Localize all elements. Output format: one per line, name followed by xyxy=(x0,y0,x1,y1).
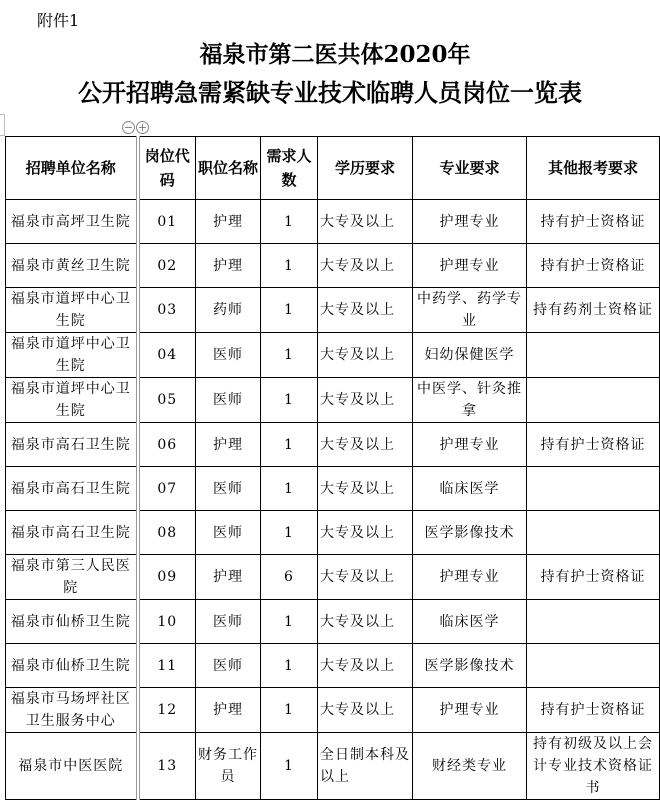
cell-other xyxy=(527,378,660,423)
cell-education: 大专及以上 xyxy=(318,378,413,423)
cell-count: 1 xyxy=(261,733,318,800)
cell-major: 护理专业 xyxy=(413,555,527,600)
cell-education: 大专及以上 xyxy=(318,600,413,644)
table-row xyxy=(6,200,660,244)
cell-education: 大专及以上 xyxy=(318,688,413,733)
cell-position: 医师 xyxy=(196,644,261,688)
cell-unit: 福泉市马场坪社区卫生服务中心 xyxy=(6,688,138,733)
cell-major: 妇幼保健医学 xyxy=(413,333,527,378)
table-move-handle[interactable] xyxy=(0,114,5,136)
cell-education: 大专及以上 xyxy=(318,555,413,600)
cell-code: 01 xyxy=(138,200,196,244)
table-row xyxy=(6,378,660,423)
cell-major: 临床医学 xyxy=(413,467,527,511)
cell-other: 持有药剂士资格证 xyxy=(527,288,660,333)
cell-education: 大专及以上 xyxy=(318,288,413,333)
cell-count: 1 xyxy=(261,467,318,511)
cell-unit: 福泉市第三人民医院 xyxy=(6,555,138,600)
cell-education: 大专及以上 xyxy=(318,467,413,511)
table-row xyxy=(6,555,660,600)
column-resize-controls xyxy=(122,121,150,134)
cell-unit: 福泉市道坪中心卫生院 xyxy=(6,378,138,423)
header-code: 岗位代码 xyxy=(138,137,196,200)
table-row xyxy=(6,733,660,800)
cell-unit: 福泉市高石卫生院 xyxy=(6,511,138,555)
cell-count: 1 xyxy=(261,600,318,644)
header-other: 其他报考要求 xyxy=(527,137,660,200)
table-row xyxy=(6,467,660,511)
cell-major: 财经类专业 xyxy=(413,733,527,800)
cell-unit: 福泉市高石卫生院 xyxy=(6,467,138,511)
cell-major: 中药学、药学专业 xyxy=(413,288,527,333)
cell-position: 护理 xyxy=(196,555,261,600)
document-title-line1: 福泉市第二医共体2020年 xyxy=(199,41,471,68)
cell-other xyxy=(527,333,660,378)
table-row xyxy=(6,288,660,333)
cell-unit: 福泉市中医医院 xyxy=(6,733,138,800)
positions-table xyxy=(5,136,660,800)
cell-major: 护理专业 xyxy=(413,200,527,244)
cell-other: 持有护士资格证 xyxy=(527,555,660,600)
table-row xyxy=(6,688,660,733)
cell-position: 护理 xyxy=(196,688,261,733)
cell-education: 大专及以上 xyxy=(318,333,413,378)
cell-count: 1 xyxy=(261,378,318,423)
table-row xyxy=(6,600,660,644)
cell-unit: 福泉市道坪中心卫生院 xyxy=(6,288,138,333)
cell-major: 中医学、针灸推拿 xyxy=(413,378,527,423)
cell-code: 02 xyxy=(138,244,196,288)
cell-position: 医师 xyxy=(196,378,261,423)
cell-code: 04 xyxy=(138,333,196,378)
cell-other xyxy=(527,644,660,688)
cell-other: 持有护士资格证 xyxy=(527,200,660,244)
header-position: 职位名称 xyxy=(196,137,261,200)
cell-code: 06 xyxy=(138,423,196,467)
table-header-row xyxy=(6,137,660,200)
cell-other xyxy=(527,600,660,644)
cell-unit: 福泉市黄丝卫生院 xyxy=(6,244,138,288)
cell-other: 持有护士资格证 xyxy=(527,688,660,733)
cell-major: 护理专业 xyxy=(413,244,527,288)
cell-other: 持有初级及以上会计专业技术资格证书 xyxy=(527,733,660,800)
cell-unit: 福泉市仙桥卫生院 xyxy=(6,600,138,644)
add-column-button[interactable]: + xyxy=(137,121,148,134)
cell-position: 医师 xyxy=(196,600,261,644)
cell-position: 护理 xyxy=(196,423,261,467)
cell-count: 1 xyxy=(261,333,318,378)
cell-code: 11 xyxy=(138,644,196,688)
cell-code: 13 xyxy=(138,733,196,800)
cell-code: 09 xyxy=(138,555,196,600)
table-row xyxy=(6,644,660,688)
cell-position: 财务工作员 xyxy=(196,733,261,800)
cell-count: 1 xyxy=(261,244,318,288)
cell-education: 全日制本科及以上 xyxy=(318,733,413,800)
cell-code: 03 xyxy=(138,288,196,333)
cell-education: 大专及以上 xyxy=(318,244,413,288)
cell-other xyxy=(527,511,660,555)
cell-position: 医师 xyxy=(196,333,261,378)
cell-code: 10 xyxy=(138,600,196,644)
cell-major: 护理专业 xyxy=(413,688,527,733)
header-count: 需求人数 xyxy=(261,137,318,200)
table-row xyxy=(6,511,660,555)
cell-position: 医师 xyxy=(196,511,261,555)
document-title-line2: 公开招聘急需紧缺专业技术临聘人员岗位一览表 xyxy=(78,78,582,107)
cell-position: 护理 xyxy=(196,244,261,288)
cell-unit: 福泉市高坪卫生院 xyxy=(6,200,138,244)
cell-major: 临床医学 xyxy=(413,600,527,644)
cell-unit: 福泉市道坪中心卫生院 xyxy=(6,333,138,378)
cell-major: 医学影像技术 xyxy=(413,644,527,688)
cell-count: 1 xyxy=(261,423,318,467)
cell-count: 1 xyxy=(261,200,318,244)
cell-position: 护理 xyxy=(196,200,261,244)
cell-education: 大专及以上 xyxy=(318,644,413,688)
cell-unit: 福泉市仙桥卫生院 xyxy=(6,644,138,688)
cell-major: 护理专业 xyxy=(413,423,527,467)
cell-position: 药师 xyxy=(196,288,261,333)
cell-other: 持有护士资格证 xyxy=(527,244,660,288)
cell-code: 07 xyxy=(138,467,196,511)
cell-major: 医学影像技术 xyxy=(413,511,527,555)
cell-position: 医师 xyxy=(196,467,261,511)
remove-column-button[interactable]: − xyxy=(123,121,134,134)
cell-count: 6 xyxy=(261,555,318,600)
cell-education: 大专及以上 xyxy=(318,511,413,555)
cell-unit: 福泉市高石卫生院 xyxy=(6,423,138,467)
table-row xyxy=(6,423,660,467)
cell-count: 1 xyxy=(261,511,318,555)
attachment-label: 附件1 xyxy=(37,11,80,30)
cell-education: 大专及以上 xyxy=(318,200,413,244)
cell-code: 05 xyxy=(138,378,196,423)
header-unit: 招聘单位名称 xyxy=(6,137,138,200)
table-row xyxy=(6,244,660,288)
table-row xyxy=(6,333,660,378)
cell-count: 1 xyxy=(261,644,318,688)
cell-code: 12 xyxy=(138,688,196,733)
header-education: 学历要求 xyxy=(318,137,413,200)
cell-code: 08 xyxy=(138,511,196,555)
cell-education: 大专及以上 xyxy=(318,423,413,467)
cell-count: 1 xyxy=(261,288,318,333)
cell-other: 持有护士资格证 xyxy=(527,423,660,467)
cell-count: 1 xyxy=(261,688,318,733)
cell-other xyxy=(527,467,660,511)
header-major: 专业要求 xyxy=(413,137,527,200)
